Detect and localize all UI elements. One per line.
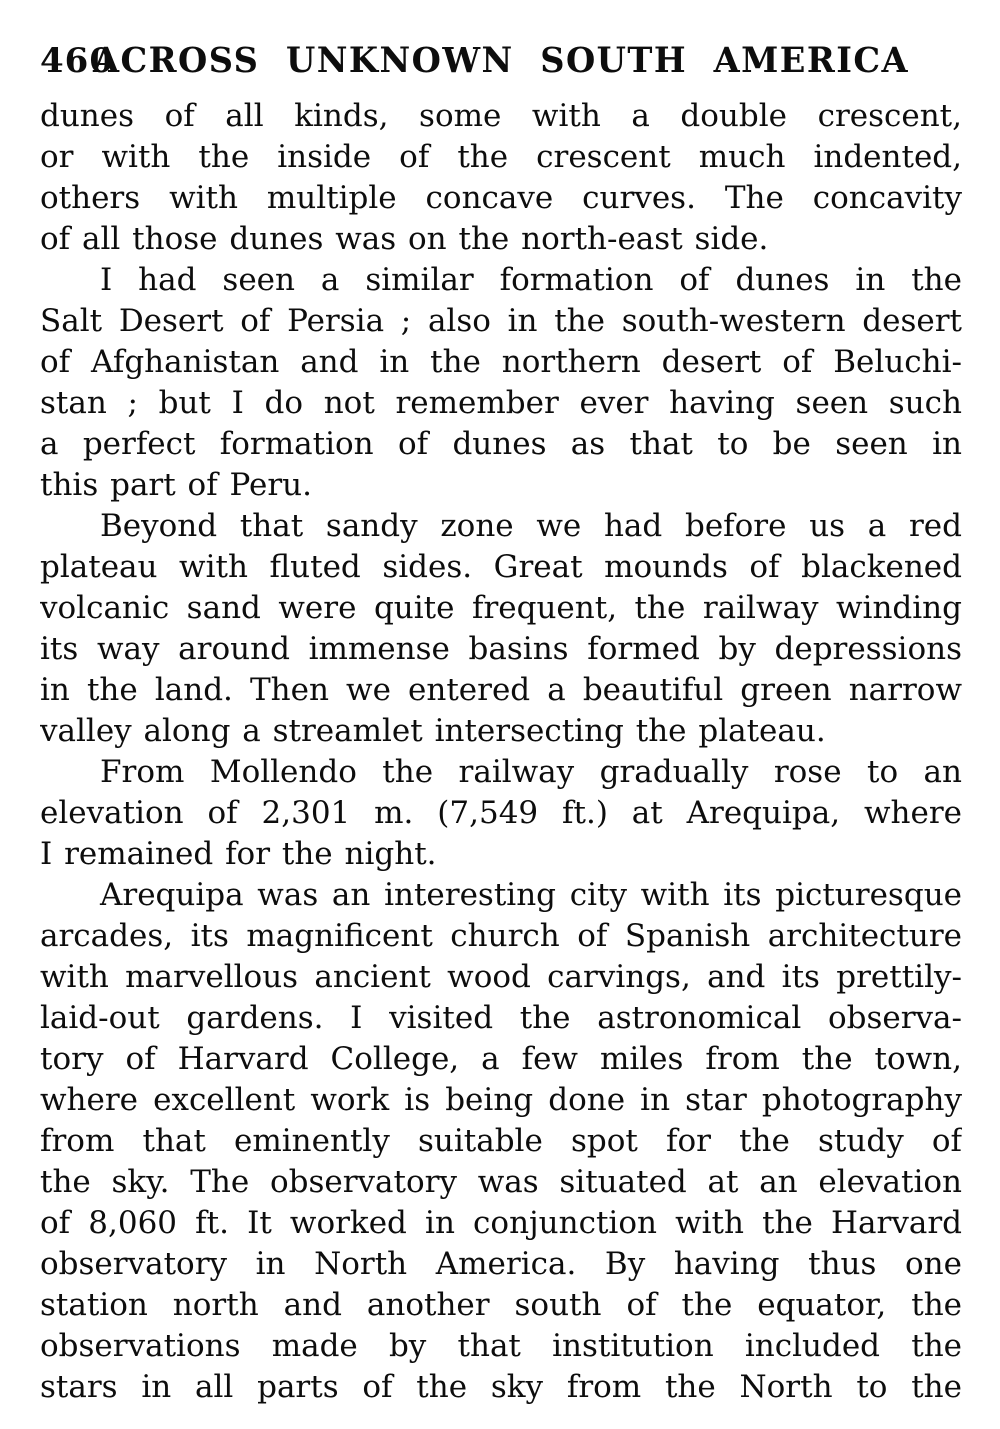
page-number: 460 [40,41,114,81]
paragraph [40,260,962,506]
text-line: I had seen a similar formation of dunes in the [100,262,962,298]
text-line: plateau with fluted sides. Great mounds of blackened [40,549,962,585]
text-line: the sky. The observatory was situated at an elevation [40,1164,962,1200]
text-line: arcades, its magnificent church of Spanish architecture [40,918,962,954]
text-line: where excellent work is being done in star photography [40,1082,962,1118]
text-line: observatory in North America. By having thus one [40,1246,962,1282]
running-header [40,38,962,84]
text-line: station north and another south of the equator, the [40,1287,962,1323]
text-line: others with multiple concave curves. The concavity [40,180,962,216]
text-line: of all those dunes was on the north-east side. [40,221,769,257]
paragraph [40,96,962,260]
text-line: valley along a streamlet intersecting the plateau. [40,713,826,749]
text-line: I remained for the night. [40,836,437,872]
text-line: stars in all parts of the sky from the North to the [40,1369,962,1405]
text-line: a perfect formation of dunes as that to be seen in [40,426,962,462]
text-line: or with the inside of the crescent much indented, [40,139,962,175]
text-line: Beyond that sandy zone we had before us a red [100,508,962,544]
text-line: with marvellous ancient wood carvings, and its prettily- [40,959,962,995]
text-line: in the land. Then we entered a beautiful green narrow [40,672,962,708]
text-line: Arequipa was an interesting city with its picturesque [100,877,962,913]
text-line: laid-out gardens. I visited the astronomical observa- [40,1000,962,1036]
text-line: from that eminently suitable spot for the study of [40,1123,962,1159]
paragraph [40,506,962,752]
text-line: tory of Harvard College, a few miles from the town, [40,1041,962,1077]
text-line: its way around immense basins formed by depressions [40,631,962,667]
text-line: of 8,060 ft. It worked in conjunction with the Harvard [40,1205,962,1241]
text-line: Salt Desert of Persia ; also in the south-western desert [40,303,962,339]
text-line: volcanic sand were quite frequent, the railway winding [40,590,962,626]
text-line: observations made by that institution included the [40,1328,962,1364]
text-line: From Mollendo the railway gradually rose to an [100,754,962,790]
body-text [40,96,962,1408]
text-line: stan ; but I do not remember ever having seen such [40,385,962,421]
text-line: of Afghanistan and in the northern desert of Beluchi- [40,344,962,380]
text-line: this part of Peru. [40,467,312,503]
book-title: ACROSS UNKNOWN SOUTH AMERICA [92,40,910,81]
text-line: dunes of all kinds, some with a double crescent, [40,98,962,134]
paragraph [40,875,962,1408]
paragraph [40,752,962,875]
text-line: elevation of 2,301 m. (7,549 ft.) at Arequipa, where [40,795,962,831]
